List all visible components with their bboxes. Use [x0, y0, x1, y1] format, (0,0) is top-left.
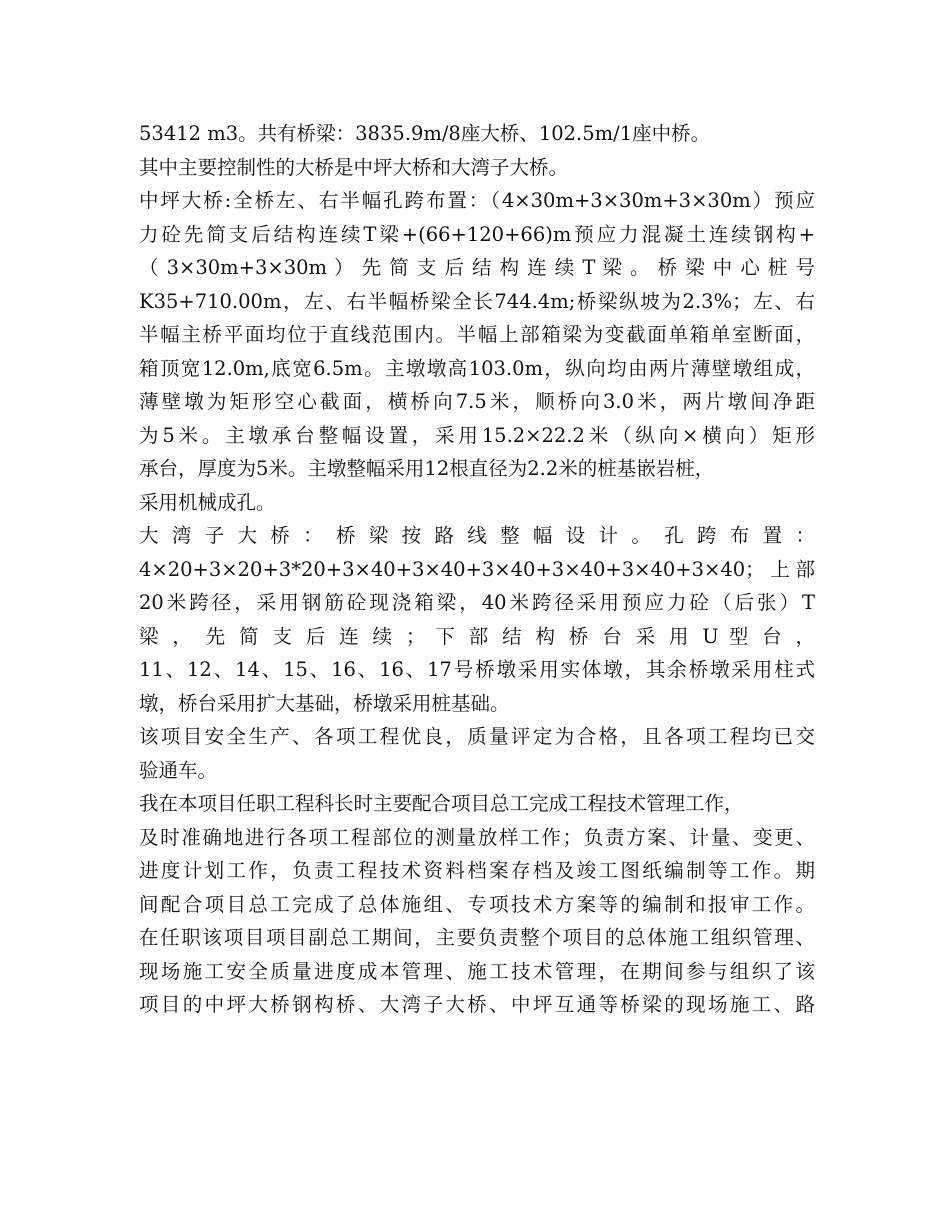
text-line: 20米跨径，采用钢筋砼现浇箱梁，40米跨径采用预应力砼（后张）T: [139, 591, 815, 614]
text-line: 现场施工安全质量进度成本管理、施工技术管理，在期间参与组织了该: [139, 959, 815, 983]
text-line: 大 湾 子 大 桥 ： 桥 梁 按 路 线 整 幅 设 计 。 孔 跨 布 置 ：: [139, 524, 815, 547]
text-line: （ 3×30m+3×30m ） 先 简 支 后 结 构 连 续 T 梁 。 桥 梁 中 心 桩 号: [139, 256, 815, 279]
text-line: 及时准确地进行各项工程部位的测量放样工作；负责方案、计量、变更、: [139, 825, 815, 849]
text-line: K35+710.00m，左、右半幅桥梁全长744.4m;桥梁纵坡为2.3%；左、右: [139, 289, 815, 313]
text-line: 我在本项目任职工程科长时主要配合项目总工完成工程技术管理工作，: [139, 792, 744, 815]
text-line: 薄壁墩为矩形空心截面，横桥向7.5米，顺桥向3.0米，两片墩间净距: [139, 390, 815, 413]
text-line: 为5米。主墩承台整幅设置，采用15.2×22.2米（纵向×横向）矩形: [139, 423, 815, 447]
text-line: 箱顶宽12.0m,底宽6.5m。主墩墩高103.0m，纵向均由两片薄壁墩组成，: [139, 356, 815, 380]
document-body: [139, 117, 815, 1022]
text-line: 承台，厚度为5米。主墩整幅采用12根直径为2.2米的桩基嵌岩桩，: [139, 457, 715, 480]
text-line: 验通车。: [139, 758, 218, 782]
text-line: 4×20+3×20+3*20+3×40+3×40+3×40+3×40+3×40+3×40；上部: [139, 557, 815, 581]
text-line: 墩，桥台采用扩大基础，桥墩采用桩基础。: [139, 691, 510, 715]
text-line: 力砼先简支后结构连续T梁+(66+120+66)m预应力混凝土连续钢构+: [139, 222, 815, 246]
text-line: 该项目安全生产、各项工程优良，质量评定为合格，且各项工程均已交: [139, 725, 815, 748]
text-line: 项目的中坪大桥钢构桥、大湾子大桥、中坪互通等桥梁的现场施工、路: [139, 993, 815, 1016]
text-line: 梁 ， 先 简 支 后 连 续 ； 下 部 结 构 桥 台 采 用 U 型 台 ，: [139, 624, 815, 648]
text-line: 进度计划工作，负责工程技术资料档案存档及竣工图纸编制等工作。期: [139, 859, 815, 882]
text-line: 在任职该项目项目副总工期间，主要负责整个项目的总体施工组织管理、: [139, 926, 815, 949]
text-line: 11、12、14、15、16、16、17号桥墩采用实体墩，其余桥墩采用柱式: [139, 658, 815, 681]
text-line: 53412 m3。共有桥梁：3835.9m/8座大桥、102.5m/1座中桥。: [139, 122, 711, 145]
text-line: 半幅主桥平面均位于直线范围内。半幅上部箱梁为变截面单箱单室断面，: [139, 323, 815, 346]
text-line: 其中主要控制性的大桥是中坪大桥和大湾子大桥。: [139, 155, 569, 179]
text-line: 中坪大桥:全桥左、右半幅孔跨布置：（4×30m+3×30m+3×30m）预应: [139, 189, 815, 212]
text-line: 采用机械成孔。: [139, 490, 276, 514]
text-line: 间配合项目总工完成了总体施组、专项技术方案等的编制和报审工作。: [139, 892, 815, 916]
